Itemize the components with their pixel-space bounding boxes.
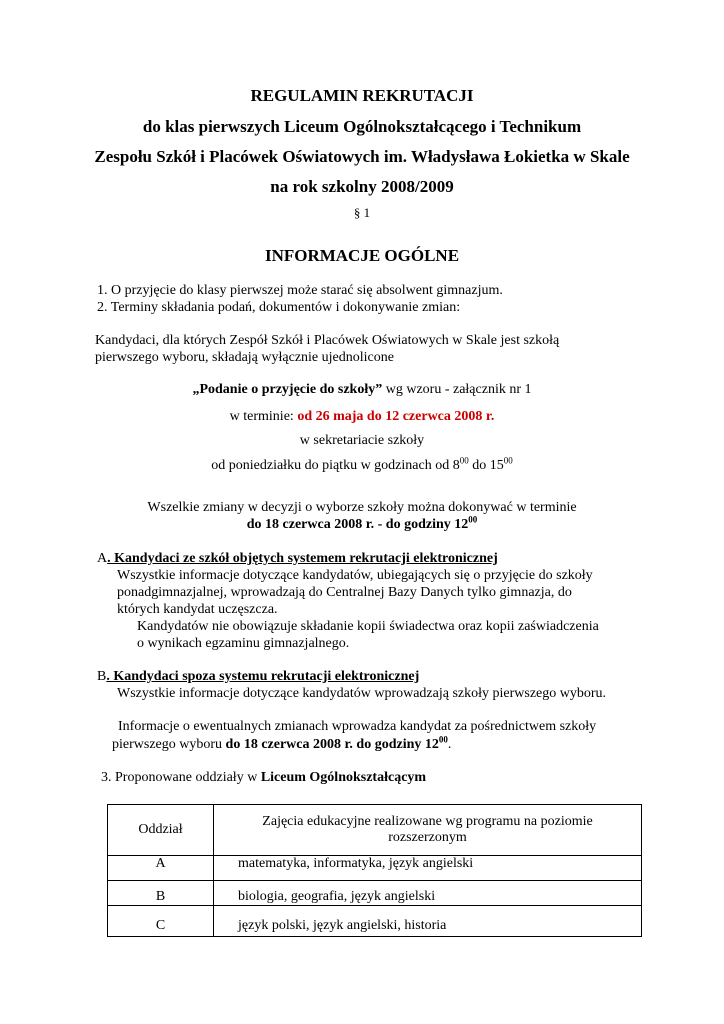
- section-b-title: . Kandydaci spoza systemu rekrutacji elektronicznej: [106, 669, 420, 684]
- application-form-line: [0, 382, 724, 399]
- section-a-line-4: Kandydatów nie obowiązuje składanie kopii świadectwa oraz kopii zaświadczenia: [137, 619, 599, 634]
- term-prefix: w terminie:: [229, 409, 298, 424]
- changes-line-2: [0, 514, 724, 534]
- application-form-name: „Podanie o przyjęcie do szkoły”: [192, 382, 383, 397]
- section-b-info-line-2: [112, 734, 452, 754]
- section-a-heading: [97, 551, 498, 568]
- section-b-heading: [97, 669, 419, 686]
- header-zajecia: [214, 805, 642, 856]
- info-deadline: do 18 czerwca 2008 r. do godziny 12: [225, 737, 439, 752]
- cell-zajecia: biologia, geografia, język angielski: [214, 881, 642, 906]
- section-a-line-1: Wszystkie informacje dotyczące kandydatów, ubiegających się o przyjęcie do szkoły: [117, 568, 593, 583]
- cell-zajecia: matematyka, informatyka, język angielski: [214, 856, 642, 881]
- document-title: REGULAMIN REKRUTACJI: [250, 86, 474, 105]
- changes-sup: 00: [468, 514, 478, 525]
- cell-zajecia: język polski, język angielski, historia: [214, 906, 642, 937]
- application-form-rest: wg wzoru - załącznik nr 1: [382, 382, 532, 397]
- cell-oddzial: C: [108, 906, 214, 937]
- hours-mid: do 15: [468, 458, 504, 473]
- term-dates: od 26 maja do 12 czerwca 2008 r.: [297, 409, 495, 424]
- point-1: 1. O przyjęcie do klasy pierwszej może starać się absolwent gimnazjum.: [97, 283, 503, 298]
- table-header-row: [108, 805, 642, 856]
- info-prefix: pierwszego wyboru: [112, 737, 226, 752]
- section-a-title: . Kandydaci ze szkół objętych systemem rekrutacji elektronicznej: [107, 551, 498, 566]
- section-a-line-3: których kandydat uczęszcza.: [117, 602, 278, 617]
- cell-oddzial: A: [108, 856, 214, 881]
- header-zajecia-line-1: Zajęcia edukacyjne realizowane wg programu na poziomie: [262, 814, 593, 829]
- paragraph-mark: § 1: [353, 205, 371, 220]
- subtitle-line-1: do klas pierwszych Liceum Ogólnokształcącego i Technikum: [142, 117, 582, 136]
- section-b-line-1: Wszystkie informacje dotyczące kandydatów wprowadzają szkoły pierwszego wyboru.: [117, 686, 607, 701]
- subtitle-line-3: na rok szkolny 2008/2009: [270, 177, 454, 196]
- section-title: INFORMACJE OGÓLNE: [264, 246, 460, 265]
- section-a-letter: A: [97, 551, 108, 566]
- table-row: [108, 856, 642, 881]
- hours-prefix: od poniedziałku do piątku w godzinach od 8: [211, 458, 460, 473]
- table-row: [108, 881, 642, 906]
- point-3: [101, 770, 426, 787]
- section-a-line-5: o wynikach egzaminu gimnazjalnego.: [137, 636, 350, 651]
- header-oddzial: Oddział: [108, 805, 214, 856]
- table-row: [108, 906, 642, 937]
- point-2: 2. Terminy składania podań, dokumentów i dokonywanie zmian:: [97, 300, 461, 315]
- point-3-prefix: 3. Proponowane oddziały w: [101, 770, 261, 785]
- cell-oddzial: B: [108, 881, 214, 906]
- hours-sup-1: 00: [459, 455, 469, 466]
- section-b-info-line-1: Informacje o ewentualnych zmianach wprowadza kandydat za pośrednictwem szkoły: [118, 719, 597, 734]
- classes-table: [107, 804, 642, 937]
- info-end: .: [447, 737, 452, 752]
- application-term-line: [0, 409, 724, 426]
- application-place: w sekretariacie szkoły: [299, 433, 425, 448]
- changes-line-1: Wszelkie zmiany w decyzji o wyborze szkoły można dokonywać w terminie: [147, 500, 577, 515]
- application-hours: [0, 455, 724, 475]
- point-3-school: Liceum Ogólnokształcącym: [260, 770, 427, 785]
- hours-sup-2: 00: [503, 455, 513, 466]
- section-b-letter: B: [97, 669, 107, 684]
- info-sup: 00: [438, 734, 448, 745]
- candidates-line-2: pierwszego wyboru, składają wyłącznie ujednolicone: [95, 350, 394, 365]
- candidates-line-1: Kandydaci, dla których Zespół Szkół i Placówek Oświatowych w Skale jest szkołą: [95, 333, 560, 348]
- changes-deadline: do 18 czerwca 2008 r. - do godziny 12: [246, 517, 469, 532]
- subtitle-line-2: Zespołu Szkół i Placówek Oświatowych im. Władysława Łokietka w Skale: [94, 147, 630, 166]
- section-a-line-2: ponadgimnazjalnej, wprowadzają do Centralnej Bazy Danych tylko gimnazja, do: [117, 585, 572, 600]
- header-zajecia-line-2: rozszerzonym: [388, 830, 467, 845]
